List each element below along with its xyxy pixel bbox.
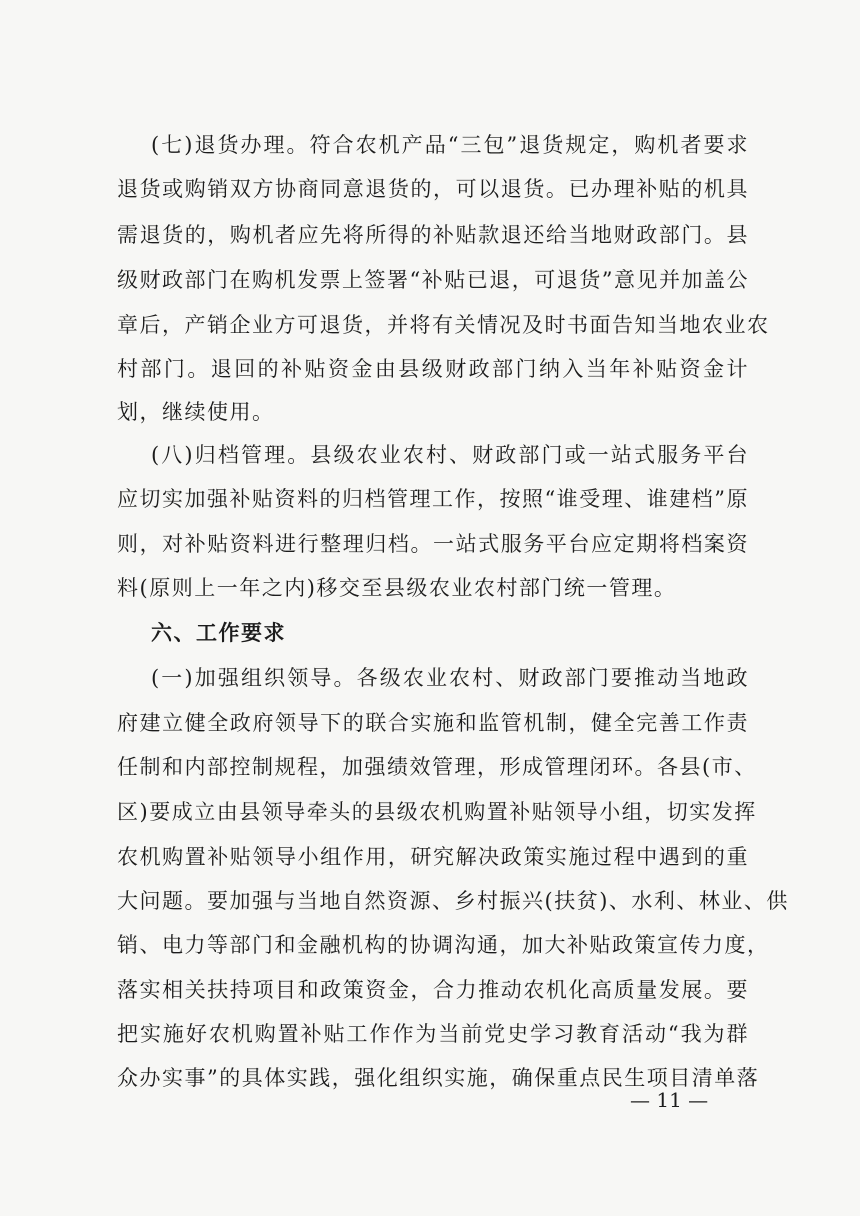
text-line: 级财政部门在购机发票上签署“补贴已退，可退货”意见并加盖公 <box>117 268 749 292</box>
text-line: 料(原则上一年之内)移交至县级农业农村部门统一管理。 <box>117 576 677 600</box>
text-line: 任制和内部控制规程，加强绩效管理，形成管理闭环。各县(市、 <box>117 755 757 779</box>
text-line: 农机购置补贴领导小组作用，研究解决政策实施过程中遇到的重 <box>117 845 749 869</box>
text-line: (七)退货办理。符合农机产品“三包”退货规定，购机者要求 <box>151 133 749 157</box>
text-line: 把实施好农机购置补贴工作作为当前党史学习教育活动“我为群 <box>117 1022 749 1046</box>
text-line: 退货或购销双方协商同意退货的，可以退货。已办理补贴的机具 <box>117 177 749 201</box>
text-line: 需退货的，购机者应先将所得的补贴款退还给当地财政部门。县 <box>117 223 749 247</box>
text-line: 划，继续使用。 <box>117 400 275 424</box>
text-line: 章后，产销企业方可退货，并将有关情况及时书面告知当地农业农 <box>117 313 770 337</box>
text-line: (八)归档管理。县级农业农村、财政部门或一站式服务平台 <box>151 443 749 467</box>
text-line: 大问题。要加强与当地自然资源、乡村振兴(扶贫)、水利、林业、供 <box>117 889 789 913</box>
text-line: 区)要成立由县领导牵头的县级农机购置补贴领导小组，切实发挥 <box>117 800 757 824</box>
text-line: 则，对补贴资料进行整理归档。一站式服务平台应定期将档案资 <box>117 532 749 556</box>
section-heading: 六、工作要求 <box>151 621 286 645</box>
text-line: 众办实事”的具体实践，强化组织实施，确保重点民生项目清单落 <box>117 1066 760 1090</box>
text-line: 应切实加强补贴资料的归档管理工作，按照“谁受理、谁建档”原 <box>117 487 749 511</box>
text-line: 落实相关扶持项目和政策资金，合力推动农机化高质量发展。要 <box>117 978 749 1002</box>
text-line: 府建立健全政府领导下的联合实施和监管机制，健全完善工作责 <box>117 711 749 735</box>
text-line: (一)加强组织领导。各级农业农村、财政部门要推动当地政 <box>151 666 749 690</box>
page-number: — 11 — <box>630 1088 709 1112</box>
text-line: 村部门。退回的补贴资金由县级财政部门纳入当年补贴资金计 <box>117 357 749 381</box>
text-line: 销、电力等部门和金融机构的协调沟通，加大补贴政策宣传力度， <box>117 933 770 957</box>
